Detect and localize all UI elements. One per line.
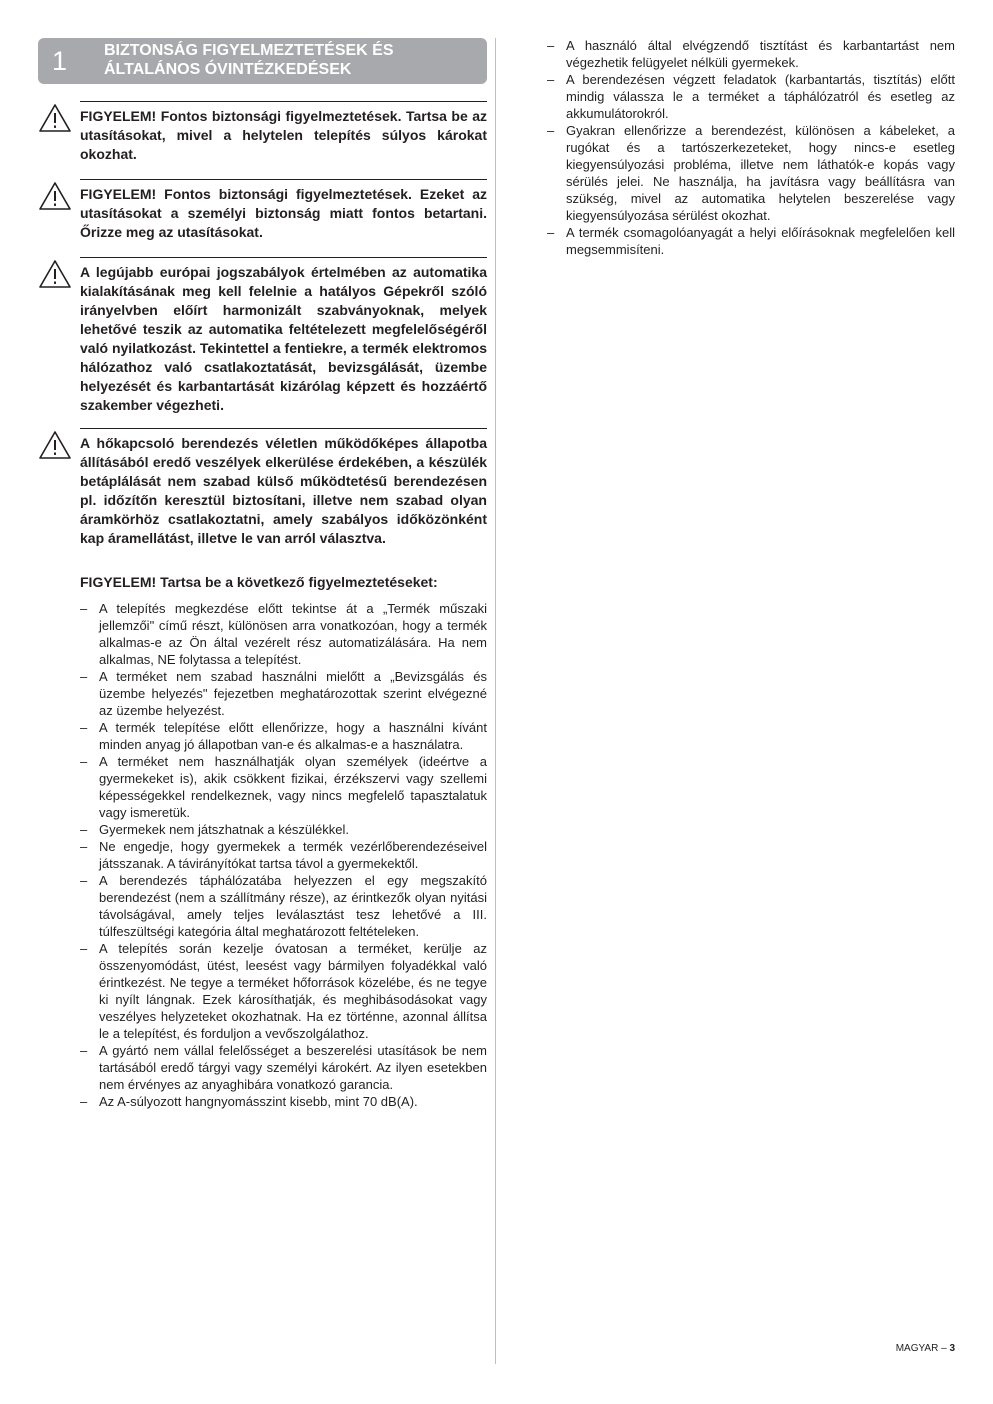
list-item: – A termék telepítése előtt ellenőrizze, hogy a használni kívánt minden anyag jó állapotban van-e és alkalmas-e a használatra. bbox=[80, 719, 487, 753]
list-item: – A terméket nem használhatják olyan személyek (ideértve a gyermekeket is), akik csökkent fizikai, érzékszervi vagy szellemi képességekkel rendelkeznek, vagy nincs megfelelő tapasztalatuk vagy ismeretük. bbox=[80, 753, 487, 821]
warning-triangle-icon bbox=[38, 259, 72, 289]
warning-triangle-icon bbox=[38, 181, 72, 211]
page-number: 3 bbox=[949, 1343, 955, 1354]
column-divider bbox=[495, 38, 496, 1364]
warning-text: A hőkapcsoló berendezés véletlen működőképes állapotba állításából eredő veszélyek elkerülése érdekében, a készülék betáplálását nem szabad külső működtetésű berendezésen pl. időzítőn keresztül biztosítani, illetve nem szabad olyan áramkörhöz csatlakoztatni, amely szabályos időközönként kap áramellátást, illetve le van arról választva. bbox=[80, 435, 487, 546]
footer-language: MAGYAR – bbox=[895, 1343, 947, 1354]
precautions-list-left bbox=[80, 600, 487, 1110]
list-item: – Gyakran ellenőrizze a berendezést, különösen a kábeleket, a rugókat és a tartószerkezeteket, hogy nincs-e esetleg kiegyensúlyozási probléma, illetve nem láthatók-e kopás vagy sérülés jelei. Ne használja, ha javításra vagy beállításra van szükség, mivel az automatika helytelen beszerelése vagy kiegyensúlyozása sérülést okozhat. bbox=[547, 122, 955, 224]
notice-heading: FIGYELEM! Tartsa be a következő figyelmeztetéseket: bbox=[80, 574, 438, 590]
page-footer bbox=[896, 1343, 955, 1354]
list-item: – A termék csomagolóanyagát a helyi előírásoknak megfelelően kell megsemmisíteni. bbox=[547, 224, 955, 258]
list-item: – A használó által elvégzendő tisztítást és karbantartást nem végezhetik felügyelet nélküli gyermekek. bbox=[547, 37, 955, 71]
divider bbox=[80, 101, 487, 102]
section-number: 1 bbox=[52, 46, 68, 76]
section-header bbox=[38, 38, 487, 84]
list-item: – A gyártó nem vállal felelősséget a beszerelési utasítások be nem tartásából eredő tárgyi vagy személyi károkért. Az ilyen esetekben nem érvényes az anyaghibára vonatkozó garancia. bbox=[80, 1042, 487, 1093]
list-item: – Az A-súlyozott hangnyomásszint kisebb, mint 70 dB(A). bbox=[80, 1093, 487, 1110]
section-title: BIZTONSÁG FIGYELMEZTETÉSEK ÉS ÁLTALÁNOS ÓVINTÉZKEDÉSEK bbox=[104, 42, 394, 78]
precautions-list-right bbox=[547, 37, 955, 258]
warning-triangle-icon bbox=[38, 103, 72, 133]
warning-triangle-icon bbox=[38, 430, 72, 460]
warning-text: A legújabb európai jogszabályok értelmében az automatika kialakításának meg kell felelnie a hatályos Gépekről szóló irányelvben előírt harmonizált szabványoknak, melyek lehetővé teszik az automatika feltételezett megfelelőségéről való nyilatkozást. Tekintettel a fentiekre, a termék elektromos hálózathoz való csatlakoztatását, bevizsgálását, üzembe helyezését és karbantartását kizárólag képzett és hozzáértő szakember végezheti. bbox=[80, 264, 487, 413]
list-item: – A telepítés során kezelje óvatosan a terméket, kerülje az összenyomódást, ütést, leesést vagy bármilyen folyadékkal való érintkezést. Ne tegye a terméket hőforrások közelébe, és ne tegye ki nyílt lángnak. Ezek károsíthatják, és meghibásodásokat vagy veszélyes helyzeteket okozhatnak. Ha ez történne, azonnal állítsa le a telepítést, és forduljon a vevőszolgálathoz. bbox=[80, 940, 487, 1042]
list-item: – A berendezésen végzett feladatok (karbantartás, tisztítás) előtt mindig válassza le a terméket a táphálózatról és esetleg az akkumulátorokról. bbox=[547, 71, 955, 122]
warning-text: FIGYELEM! Fontos biztonsági figyelmeztetések. Ezeket az utasításokat a személyi biztonság miatt fontos betartani. Őrizze meg az utasításokat. bbox=[80, 186, 487, 240]
warning-text: FIGYELEM! Fontos biztonsági figyelmeztetések. Tartsa be az utasításokat, mivel a helytelen telepítés súlyos károkat okozhat. bbox=[80, 108, 487, 162]
divider bbox=[80, 257, 487, 258]
list-item: – A terméket nem szabad használni mielőtt a „Bevizsgálás és üzembe helyezés" fejezetben meghatározottak szerint elvégezné az üzembe helyezést. bbox=[80, 668, 487, 719]
list-item: – Gyermekek nem játszhatnak a készülékkel. bbox=[80, 821, 487, 838]
divider bbox=[80, 179, 487, 180]
list-item: – Ne engedje, hogy gyermekek a termék vezérlőberendezéseivel játsszanak. A távirányítókat tartsa távol a gyermekektől. bbox=[80, 838, 487, 872]
list-item: – A berendezés táphálózatába helyezzen el egy megszakító berendezést (nem a szállítmány része), az érintkezők olyan nyitási távolságával, amely teljes leválasztást tesz lehetővé a III. túlfeszültségi kategória által meghatározott feltételeken. bbox=[80, 872, 487, 940]
list-item: – A telepítés megkezdése előtt tekintse át a „Termék műszaki jellemzői" című részt, különösen arra vonatkozóan, hogy a termék alkalmas-e az Ön által vezérelt rész automatizálására. Ha nem alkalmas, NE folytassa a telepítést. bbox=[80, 600, 487, 668]
divider bbox=[80, 428, 487, 429]
